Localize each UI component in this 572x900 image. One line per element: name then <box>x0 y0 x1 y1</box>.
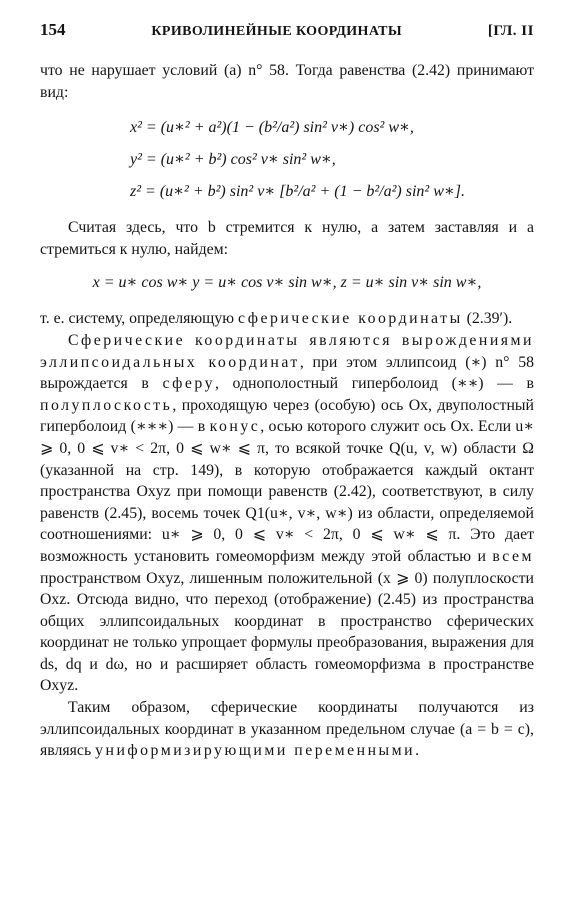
paragraph-4-emphasis-c: сферу <box>162 375 215 393</box>
paragraph-3-text-a: т. е. систему, определяющую <box>40 310 238 328</box>
paragraph-2: Считая здесь, что b стремится к нулю, а затем заставляя и a стремиться к нулю, найдем: <box>40 219 534 258</box>
chapter-label: [ГЛ. II <box>487 23 534 39</box>
paragraph-5-text-c: . <box>415 742 420 760</box>
paragraph-4-emphasis-g: конус <box>209 418 261 436</box>
paragraph-4-text-d: , однополостный гиперболоид (∗∗) — в <box>215 375 534 393</box>
paragraph-4-text-f: , проходящую через (особую) ось Ox, двуполостный гиперболоид (∗∗∗) — в <box>40 396 534 436</box>
equation-y-squared: y² = (u∗² + b²) cos² v∗ sin² w∗, <box>130 151 336 169</box>
equation-z-squared: z² = (u∗² + b²) sin² v∗ [b²/a² + (1 − b²/a²) sin² w∗]. <box>130 183 465 201</box>
running-head <box>40 20 534 40</box>
equation-system <box>40 117 534 203</box>
paragraph-4-emphasis-a: Сферические координаты являются вырождениями эллипсоидальных координат <box>40 331 534 371</box>
equation-spherical: x = u∗ cos w∗ y = u∗ cos v∗ sin w∗, z = u∗ sin v∗ sin w∗, <box>92 274 482 292</box>
paragraph-1: что не нарушает условий (а) n° 58. Тогда равенства (2.42) принимают вид: <box>40 62 534 101</box>
equation-spherical-wrap <box>40 272 534 294</box>
paragraph-4-text-b: , при этом эллипсоид (∗) n° 58 вырождается в <box>40 353 534 393</box>
paragraph-4-text-j: пространством Oxyz, лишенным положительной (x ⩾ 0) полуплоскости Oxz. Отсюда видно, что переход (отображение) (2.45) из пространства общих эллипсоидальных координат в пространство сферических координат не только упрощает формулы преобразования, выражения для ds, dq и dω, но и расширяет область гомеоморфизма в пространстве Oxyz. <box>40 569 534 695</box>
paragraph-4-emphasis-e: полуплоскость <box>40 396 173 414</box>
paragraph-5 <box>40 697 534 762</box>
paragraph-3-text-c: (2.39′). <box>462 310 513 328</box>
paragraph-4-emphasis-i: всем <box>492 547 534 565</box>
body-text <box>40 60 534 762</box>
paragraph-3 <box>40 308 534 330</box>
paragraph-5-text-a: Таким образом, сферические координаты получаются из эллипсоидальных координат в указанном предельном случае (a = b = c), являясь <box>40 699 534 760</box>
paragraph-4-text-h: , осью которого служит ось Ox. Если u∗ ⩾ 0, 0 ⩽ v∗ < 2π, 0 ⩽ w∗ ⩽ π, то всякой точке Q(u, v, w) области Ω (указанной на стр. 149), в которую отображается каждый октант пространства Oxyz при помощи равенств (2.42), соответствуют, в силу равенств (2.45), восемь точек Q1(u∗, v∗, w∗) из области, определяемой соотношениями: u∗ ⩾ 0, 0 ⩽ v∗ < 2π, 0 ⩽ w∗ ⩽ π. Это дает возможность установить гомеоморфизм между этой областью и <box>40 418 534 565</box>
paragraph-4 <box>40 330 534 697</box>
running-title: КРИВОЛИНЕЙНЫЕ КООРДИНАТЫ <box>151 24 402 39</box>
paragraph-5-emphasis: униформизирующими переменными <box>95 742 416 760</box>
page-number: 154 <box>40 20 66 39</box>
paragraph-3-emphasis: сферические координаты <box>238 310 463 328</box>
equation-x-squared: x² = (u∗² + a²)(1 − (b²/a²) sin² v∗) cos² w∗, <box>130 119 414 137</box>
